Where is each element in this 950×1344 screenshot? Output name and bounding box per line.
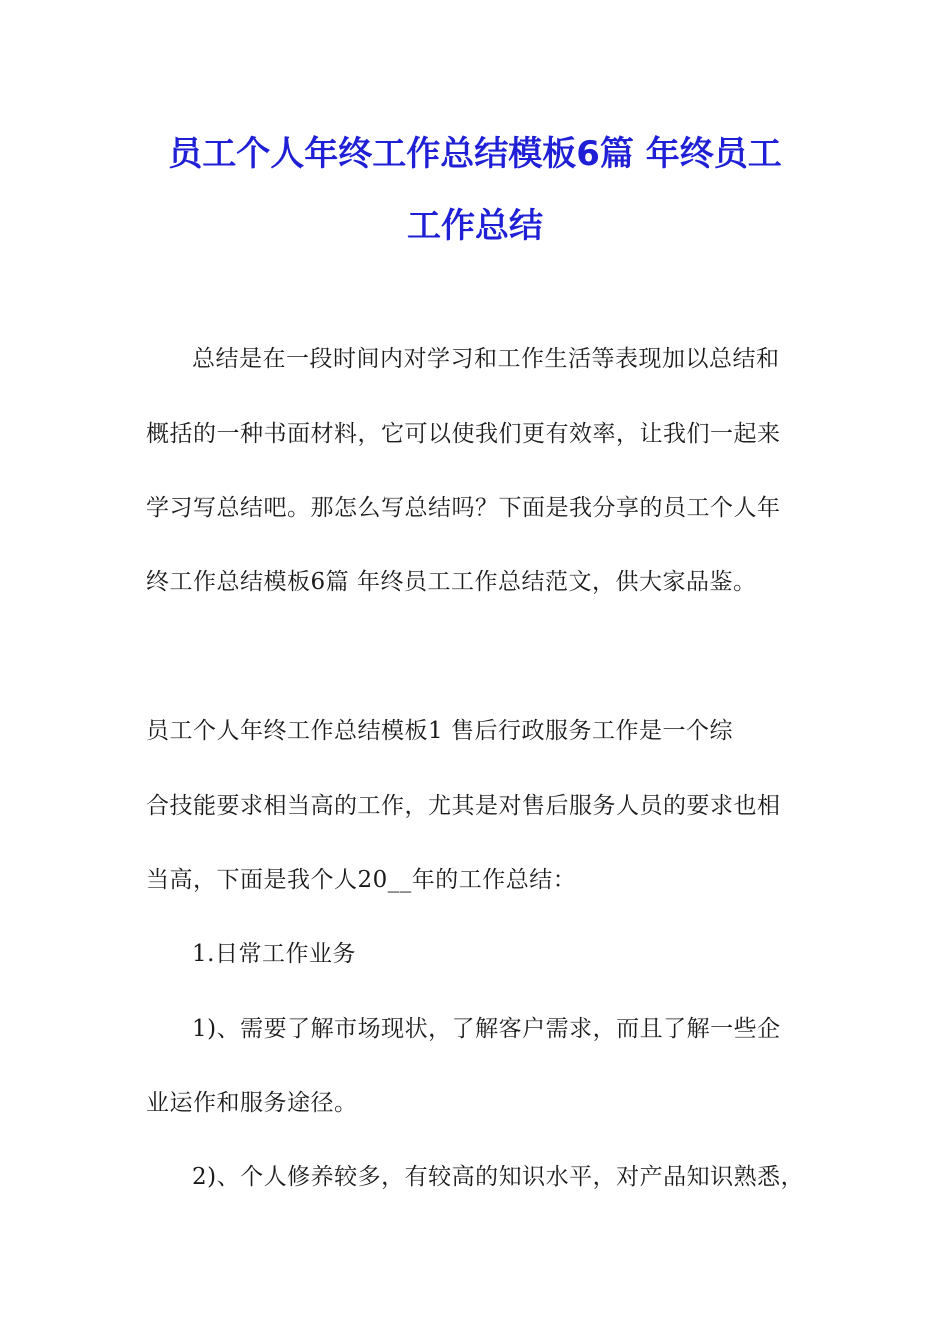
list-item-line: 业运作和服务途径。 xyxy=(146,1090,358,1116)
intro-paragraph-line: 学习写总结吧。那怎么写总结吗？下面是我分享的员工个人年 xyxy=(146,495,781,521)
section1-paragraph-line: 合技能要求相当高的工作，尤其是对售后服务人员的要求也相 xyxy=(146,793,781,819)
section1-paragraph-line: 当高，下面是我个人20__年的工作总结： xyxy=(146,867,577,893)
list-item-line: 2)、个人修养较多，有较高的知识水平，对产品知识熟悉， xyxy=(192,1164,805,1190)
intro-paragraph-line: 总结是在一段时间内对学习和工作生活等表现加以总结和 xyxy=(192,346,780,372)
section-heading: 1.日常工作业务 xyxy=(192,941,356,967)
document-title-line-1: 员工个人年终工作总结模板6篇 年终员工 xyxy=(168,134,782,174)
section1-paragraph-line: 员工个人年终工作总结模板1 售后行政服务工作是一个综 xyxy=(146,718,733,744)
intro-paragraph-line: 概括的一种书面材料，它可以使我们更有效率，让我们一起来 xyxy=(146,421,781,447)
intro-paragraph-line: 终工作总结模板6篇 年终员工工作总结范文，供大家品鉴。 xyxy=(146,569,757,595)
document-title-line-2: 工作总结 xyxy=(407,206,543,246)
list-item-line: 1)、需要了解市场现状，了解客户需求，而且了解一些企 xyxy=(192,1016,781,1042)
